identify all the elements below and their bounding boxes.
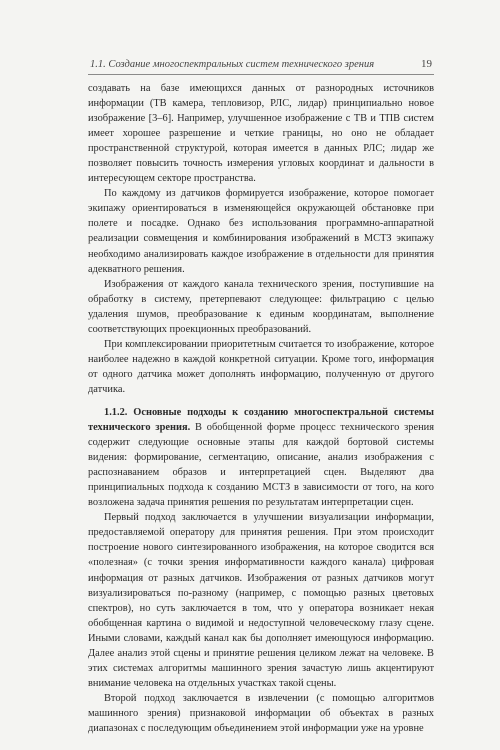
header-rule: [88, 74, 434, 75]
paragraph: Второй подход заключается в извлечении (с помощью алгоритмов машинного зрения) признаковой информации об объектах в разных диапазонах с последующим объединением этой информации уже на уровне: [88, 692, 434, 734]
paragraph: По каждому из датчиков формируется изображение, которое помогает экипажу ориентироваться в изменяющейся окружающей обстановке при полете и посадке. Однако без использования программно-аппаратной реализации совмещения и комбинирования изображений в МСТЗ экипажу необходимо анализировать каждое изображение в отдельности для принятия адекватного решения.: [88, 188, 434, 275]
paragraph: Изображения от каждого канала технического зрения, поступившие на обработку в систему, претерпевают следующее: фильтрацию с целью удаления шумов, преобразование к единым координатам, выполнение соответствующих проекционных преобразований.: [88, 278, 434, 335]
paragraph: создавать на базе имеющихся данных от разнородных источников информации (ТВ камера, тепловизор, РЛС, лидар) принципиально новое изображение [3–6]. Например, улучшенное изображение с ТВ и ТПВ систем имеет хорошее разрешение и четкие границы, но оно не обладает пространственной структурой, которая имеется в данных РЛС; лидар же позволяет повысить точность измерения угловых координат и дальности в интересующем секторе пространства.: [88, 83, 434, 185]
paragraph: Первый подход заключается в улучшении визуализации информации, предоставляемой оператору для принятия решения. При этом происходит построение нового синтезированного изображения, на которое сводится вся «полезная» (с точки зрения информативности каждого канала) цифровая информация от разных датчиков. Изображения от разных датчиков могут визуализироваться по-разному (например, с помощью разных цветовых спектров), но суть заключается в том, что у оператора возникает некая обобщенная картина о видимой и недоступной человеческому глазу сцене. Иными словами, каждый канал как бы дополняет имеющуюся информацию. Далее анализ этой сцены и принятие решения целиком лежат на человеке. В этих системах алгоритмы машинного зрения зачастую лишь акцентируют внимание человека на отдельных участках такой сцены.: [88, 512, 434, 689]
section-heading: 1.1.2. Основные подходы к созданию многоспектральной системы технического зрения.: [88, 406, 434, 434]
page-body: [88, 81, 434, 736]
section-text: В обобщенной форме процесс технического зрения содержит следующие основные этапы для каждой бортовой системы видения: формирование, сегментацию, описание, анализ изображения с распознаванием образов и интерпретацией сцен. Выделяют два принципиальных подхода к созданию МСТЗ в зависимости от того, на кого возложена задача принятия решения по результатам интерпретации сцен.: [88, 422, 434, 509]
running-title: 1.1. Создание многоспектральных систем технического зрения: [90, 59, 375, 70]
running-header: [90, 58, 432, 70]
section-paragraph: [88, 405, 434, 510]
paragraph: При комплексировании приоритетным считается то изображение, которое наиболее надежно в каждой конкретной ситуации. Кроме того, информация от одного датчика может дополнять информацию, полученную от другого датчика.: [88, 338, 434, 395]
page-number: 19: [421, 58, 432, 70]
